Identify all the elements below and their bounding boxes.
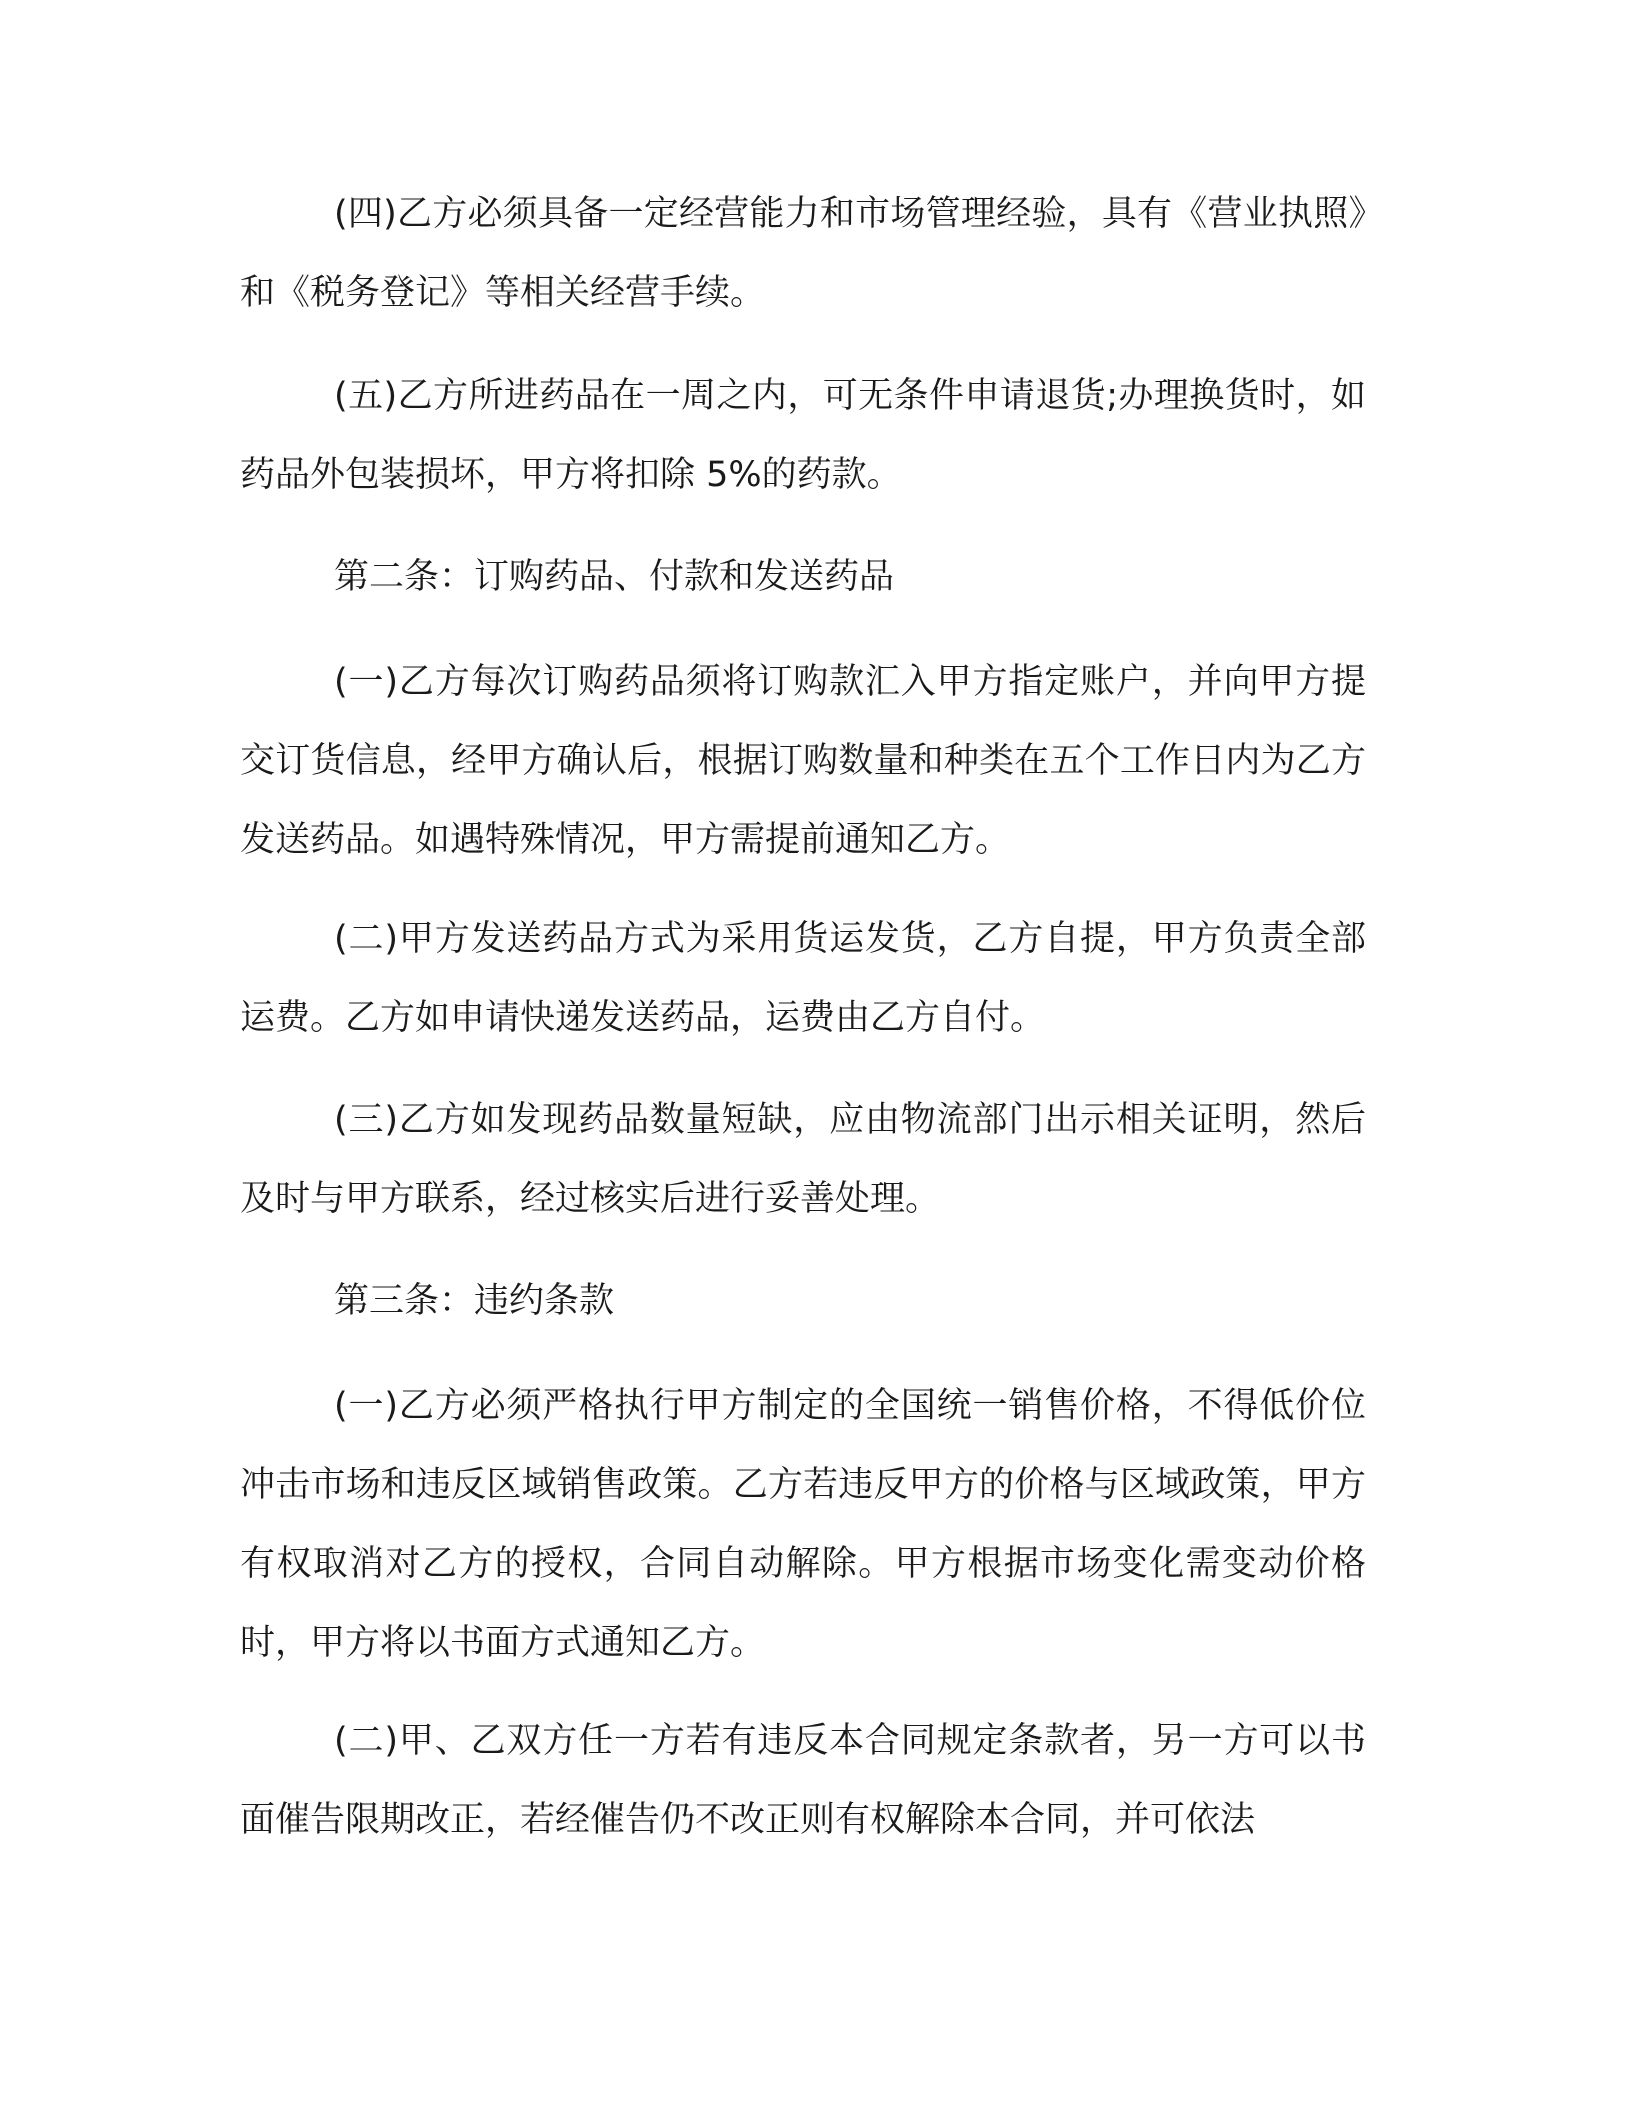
section-heading: 第三条：违约条款 [334, 1281, 615, 1321]
clause-paragraph: (一)乙方每次订购药品须将订购款汇入甲方指定账户，并向甲方提交订货信息，经甲方确认后，根据订购数量和种类在五个工作日内为乙方发送药品。如遇特殊情况，甲方需提前通知乙方。 [240, 662, 1366, 860]
clause-paragraph: (二)甲方发送药品方式为采用货运发货，乙方自提，甲方负责全部运费。乙方如申请快递发送药品，运费由乙方自付。 [240, 919, 1366, 1038]
clause-paragraph: (二)甲、乙双方任一方若有违反本合同规定条款者，另一方可以书面催告限期改正，若经催告仍不改正则有权解除本合同，并可依法 [240, 1721, 1366, 1840]
clause-paragraph: (四)乙方必须具备一定经营能力和市场管理经验，具有《营业执照》和《税务登记》等相关经营手续。 [240, 194, 1366, 313]
clause-paragraph: (三)乙方如发现药品数量短缺，应由物流部门出示相关证明，然后及时与甲方联系，经过核实后进行妥善处理。 [240, 1100, 1366, 1219]
clause-paragraph: (一)乙方必须严格执行甲方制定的全国统一销售价格，不得低价位冲击市场和违反区域销售政策。乙方若违反甲方的价格与区域政策，甲方有权取消对乙方的授权，合同自动解除。甲方根据市场变化需变动价格时，甲方将以书面方式通知乙方。 [240, 1386, 1366, 1663]
section-heading: 第二条：订购药品、付款和发送药品 [334, 557, 895, 597]
clause-paragraph: (五)乙方所进药品在一周之内，可无条件申请退货;办理换货时，如药品外包装损坏，甲方将扣除 5%的药款。 [240, 376, 1366, 495]
